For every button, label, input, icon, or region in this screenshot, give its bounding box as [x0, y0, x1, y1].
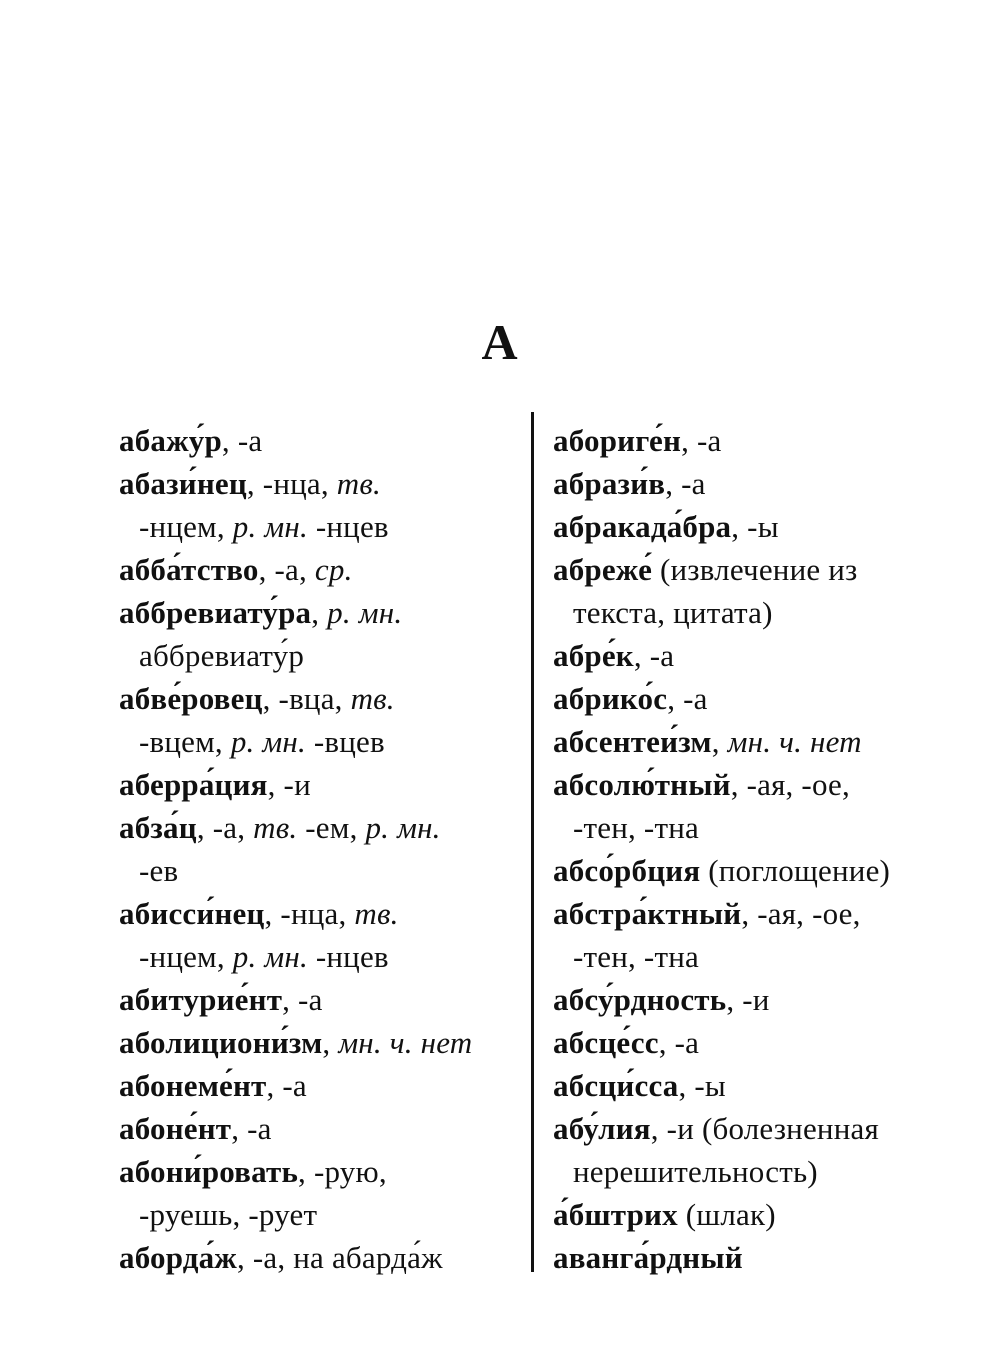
- entry-continuation-line: [553, 935, 993, 978]
- grammar-note: тв.: [354, 896, 399, 931]
- headword: абориге́н: [553, 423, 682, 458]
- dictionary-column-left: [119, 419, 519, 1279]
- entry-text: ,: [322, 1025, 339, 1060]
- entry-continuation-line: [119, 720, 519, 763]
- dictionary-entry-line: [119, 1150, 519, 1193]
- entry-text: нерешительность): [573, 1154, 818, 1189]
- headword: абу́лия: [553, 1111, 651, 1146]
- entry-text: , -а,: [258, 552, 315, 587]
- headword: абве́ровец: [119, 681, 263, 716]
- column-divider: [531, 412, 534, 1272]
- headword: абоне́нт: [119, 1111, 232, 1146]
- entry-text: , -вца,: [262, 681, 351, 716]
- headword: аббревиату́ра: [119, 595, 312, 630]
- grammar-note: ср.: [314, 552, 353, 587]
- dictionary-entry-line: [119, 419, 519, 462]
- grammar-note: р. мн.: [327, 595, 403, 630]
- headword: аванга́рдный: [553, 1240, 743, 1275]
- entry-text: (извлечение из: [652, 552, 858, 587]
- entry-text: (поглощение): [700, 853, 891, 888]
- dictionary-entry-line: [553, 763, 993, 806]
- headword: абстра́ктный: [553, 896, 742, 931]
- entry-text: , -а: [665, 466, 706, 501]
- dictionary-entry-line: [119, 591, 519, 634]
- entry-text: , -а: [681, 423, 722, 458]
- entry-text: , -нца,: [264, 896, 355, 931]
- dictionary-entry-line: [119, 763, 519, 806]
- headword: абсолю́тный: [553, 767, 731, 802]
- grammar-note: р. мн.: [230, 724, 306, 759]
- entry-text: , -а: [658, 1025, 700, 1060]
- entry-text: -тен, -тна: [573, 810, 699, 845]
- dictionary-entry-line: [119, 462, 519, 505]
- grammar-note: р. мн.: [365, 810, 441, 845]
- entry-text: (шлак): [677, 1197, 776, 1232]
- entry-text: , -а: [667, 681, 708, 716]
- dictionary-entry-line: [553, 720, 993, 763]
- dictionary-entry-line: [553, 548, 993, 591]
- entry-text: , -ы: [678, 1068, 726, 1103]
- headword: абисси́нец: [119, 896, 265, 931]
- dictionary-entry-line: [553, 462, 993, 505]
- dictionary-entry-line: [553, 1193, 993, 1236]
- dictionary-entry-line: [119, 1064, 519, 1107]
- dictionary-entry-line: [553, 1021, 993, 1064]
- entry-text: , -а: [266, 1068, 307, 1103]
- entry-text: аббревиату́р: [139, 638, 305, 673]
- headword: абрази́в: [553, 466, 666, 501]
- entry-text: , -ая, -ое,: [730, 767, 850, 802]
- entry-text: -нцев: [307, 939, 389, 974]
- headword: аболициони́зм: [119, 1025, 323, 1060]
- dictionary-entry-line: [553, 677, 993, 720]
- headword: абази́нец: [119, 466, 247, 501]
- entry-continuation-line: [119, 849, 519, 892]
- grammar-note: тв.: [350, 681, 395, 716]
- entry-text: , -а: [231, 1111, 272, 1146]
- entry-continuation-line: [553, 591, 993, 634]
- dictionary-entry-line: [553, 849, 993, 892]
- entry-text: , -ая, -ое,: [741, 896, 861, 931]
- entry-text: -ем,: [297, 810, 366, 845]
- entry-text: , -рую,: [298, 1154, 387, 1189]
- entry-text: -нцем,: [139, 939, 233, 974]
- entry-text: ,: [311, 595, 328, 630]
- dictionary-column-right: [553, 419, 993, 1279]
- section-letter-heading: А: [481, 314, 519, 370]
- headword: абрико́с: [553, 681, 668, 716]
- grammar-note: тв.: [253, 810, 298, 845]
- dictionary-entry-line: [553, 892, 993, 935]
- dictionary-entry-line: [553, 1236, 993, 1279]
- dictionary-entry-line: [553, 1064, 993, 1107]
- headword: абсце́сс: [553, 1025, 659, 1060]
- entry-text: , -а,: [196, 810, 254, 845]
- dictionary-entry-line: [553, 419, 993, 462]
- entry-text: -тен, -тна: [573, 939, 699, 974]
- grammar-note: мн. ч. нет: [727, 724, 862, 759]
- headword: абажу́р: [119, 423, 222, 458]
- dictionary-entry-line: [553, 978, 993, 1021]
- grammar-note: мн. ч. нет: [338, 1025, 473, 1060]
- dictionary-entry-line: [119, 892, 519, 935]
- dictionary-entry-line: [553, 634, 993, 677]
- headword: абракада́бра: [553, 509, 732, 544]
- entry-text: , -а: [221, 423, 263, 458]
- dictionary-entry-line: [119, 548, 519, 591]
- entry-text: -нцев: [307, 509, 389, 544]
- headword: аберра́ция: [119, 767, 268, 802]
- grammar-note: тв.: [336, 466, 381, 501]
- headword: абсо́рбция: [553, 853, 701, 888]
- entry-continuation-line: [119, 505, 519, 548]
- dictionary-entry-line: [553, 1107, 993, 1150]
- entry-text: текста, цитата): [573, 595, 773, 630]
- entry-text: , -и (болезненная: [650, 1111, 879, 1146]
- dictionary-entry-line: [553, 505, 993, 548]
- headword: абза́ц: [119, 810, 197, 845]
- headword: а́бштрих: [553, 1197, 678, 1232]
- headword: абсентеи́зм: [553, 724, 712, 759]
- grammar-note: р. мн.: [232, 939, 308, 974]
- headword: абитурие́нт: [119, 982, 283, 1017]
- entry-text: , -и: [267, 767, 311, 802]
- headword: абре́к: [553, 638, 634, 673]
- entry-text: , -а: [633, 638, 675, 673]
- entry-continuation-line: [553, 1150, 993, 1193]
- entry-text: -вцев: [305, 724, 385, 759]
- entry-text: , -а, на абарда́ж: [236, 1240, 443, 1275]
- entry-text: -ев: [139, 853, 179, 888]
- entry-text: -вцем,: [139, 724, 231, 759]
- entry-text: , -ы: [731, 509, 779, 544]
- entry-text: ,: [711, 724, 728, 759]
- entry-continuation-line: [119, 634, 519, 677]
- entry-continuation-line: [119, 935, 519, 978]
- entry-text: -руешь, -рует: [139, 1197, 318, 1232]
- entry-text: -нцем,: [139, 509, 233, 544]
- entry-text: , -а: [282, 982, 323, 1017]
- dictionary-entry-line: [119, 978, 519, 1021]
- dictionary-entry-line: [119, 1107, 519, 1150]
- dictionary-entry-line: [119, 677, 519, 720]
- entry-text: , -нца,: [246, 466, 337, 501]
- grammar-note: р. мн.: [232, 509, 308, 544]
- headword: абсци́сса: [553, 1068, 679, 1103]
- entry-continuation-line: [553, 806, 993, 849]
- entry-text: , -и: [726, 982, 770, 1017]
- dictionary-entry-line: [119, 1021, 519, 1064]
- dictionary-entry-line: [119, 806, 519, 849]
- headword: абреже́: [553, 552, 653, 587]
- headword: абони́ровать: [119, 1154, 299, 1189]
- headword: абба́тство: [119, 552, 259, 587]
- dictionary-entry-line: [119, 1236, 519, 1279]
- entry-continuation-line: [119, 1193, 519, 1236]
- headword: аборда́ж: [119, 1240, 237, 1275]
- headword: абсу́рдность: [553, 982, 727, 1017]
- headword: абонеме́нт: [119, 1068, 267, 1103]
